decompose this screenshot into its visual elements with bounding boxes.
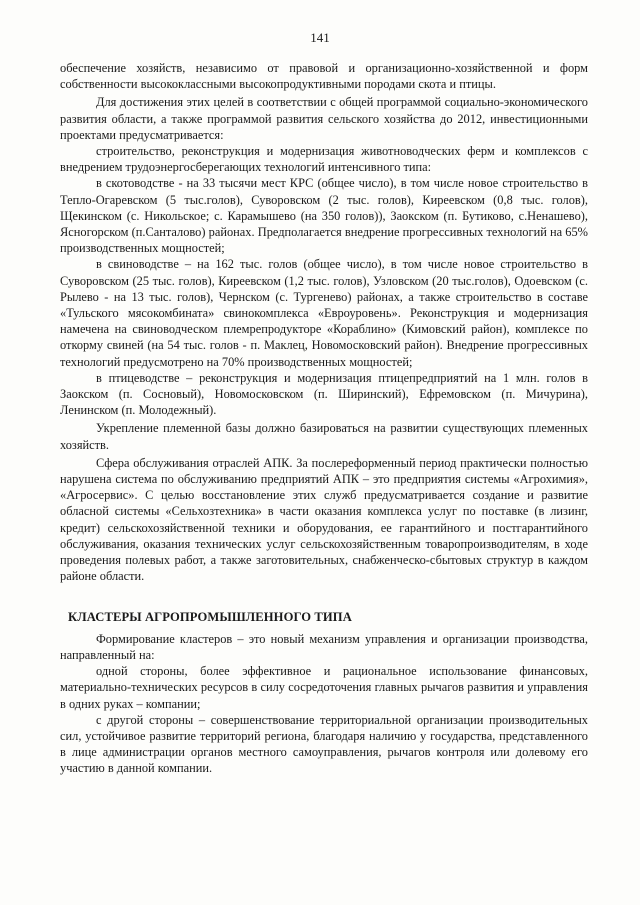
paragraph: в скотоводстве - на 33 тысячи мест КРС (общее число), в том числе новое строительство в Тепло-Огаревском (5 тыс.голов), Суворовском (2 тыс. голов), Киреевском (0,8 тыс. голов), Щекинском (с. Никольское; с. Карамышево (на 350 голов)), Заокском (п. Бутиково, с.Ненашево), Ясногорском (п.Санталово) районах. Предполагается внедрение прогрессивных технологий на 65% производственных мощностей;	[60, 176, 588, 256]
paragraph: строительство, реконструкция и модернизация животноводческих ферм и комплексов с внедрением трудоэнергосберегающих технологий интенсивного типа:	[60, 144, 588, 175]
paragraph: Формирование кластеров – это новый механизм управления и организации производства, направленный на:	[60, 631, 588, 662]
paragraph: Сфера обслуживания отраслей АПК. За послереформенный период практически полностью нарушена система по обслуживанию предприятий АПК – это предприятия системы «Агрохимия», «Агросервис». С целью восстановление этих служб предусматривается создание и развитие обласной системы «Сельхозтехника» в части оказания комплекса услуг по поставке (в лизинг, кредит) сельскохозяйственной техники и оборудования, ее гарантийного и постгарантийного обслуживания, оказания технических услуг сельскохозяйственным товаропроизводителям, в ходе проведения полевых работ, а также заготовительных, снабженческо-сбытовых структур в каждом районе области.	[60, 455, 588, 584]
body-text	[60, 60, 588, 777]
paragraph: Для достижения этих целей в соответствии с общей программой социально-экономического развития области, а также программой развития сельского хозяйства до 2012, инвестиционными проектами предусматривается:	[60, 95, 588, 142]
paragraph: в птицеводстве – реконструкция и модернизация птицепредприятий на 1 млн. голов в Заокском (п. Сосновый), Новомосковском (п. Ширинский), Ефремовском (п. Мичурина), Ленинском (п. Молодежный).	[60, 370, 588, 418]
paragraph: с другой стороны – совершенствование территориальной организации производительных сил, устойчивое развитие территорий региона, благодаря наличию у государства, представленного в лице администрации органов местного самоуправления, рычагов контроля или долевому его участию в данной компании.	[60, 712, 588, 776]
paragraph: в свиноводстве – на 162 тыс. голов (общее число), в том числе новое строительство в Суворовском (25 тыс. голов), Киреевском (1,2 тыс. голов), Узловском (20 тыс.голов), Одоевском (с. Рылево - на 13 тыс. голов), Чернском (с. Тургенево) районах, а также строительство в составе «Тульского мясокомбината» свинокомплекса «Евроуровень». Реконструкция и модернизация намечена на свиноводческом племрепродукторе «Кораблино» (Кимовский район), комплексе по откорму свиней (на 54 тыс. голов - п. Маклец, Новомосковский район). Внедрение прогрессивных технологий предусмотрено на 70% производственных мощностей;	[60, 257, 588, 369]
paragraph: обеспечение хозяйств, независимо от правовой и организационно-хозяйственной и форм собственности высококлассными высокопродуктивными породами скота и птицы.	[60, 61, 588, 92]
paragraph: одной стороны, более эффективное и рациональное использование финансовых, материально-технических ресурсов в силу сосредоточения главных рычагов развития и управления в одних руках – компании;	[60, 664, 588, 711]
page-number: 141	[310, 30, 330, 45]
paragraph: Укрепление племенной базы должно базироваться на развитии существующих племенных хозяйств.	[60, 421, 588, 452]
section-heading: КЛАСТЕРЫ АГРОПРОМЫШЛЕННОГО ТИПА	[68, 609, 352, 624]
